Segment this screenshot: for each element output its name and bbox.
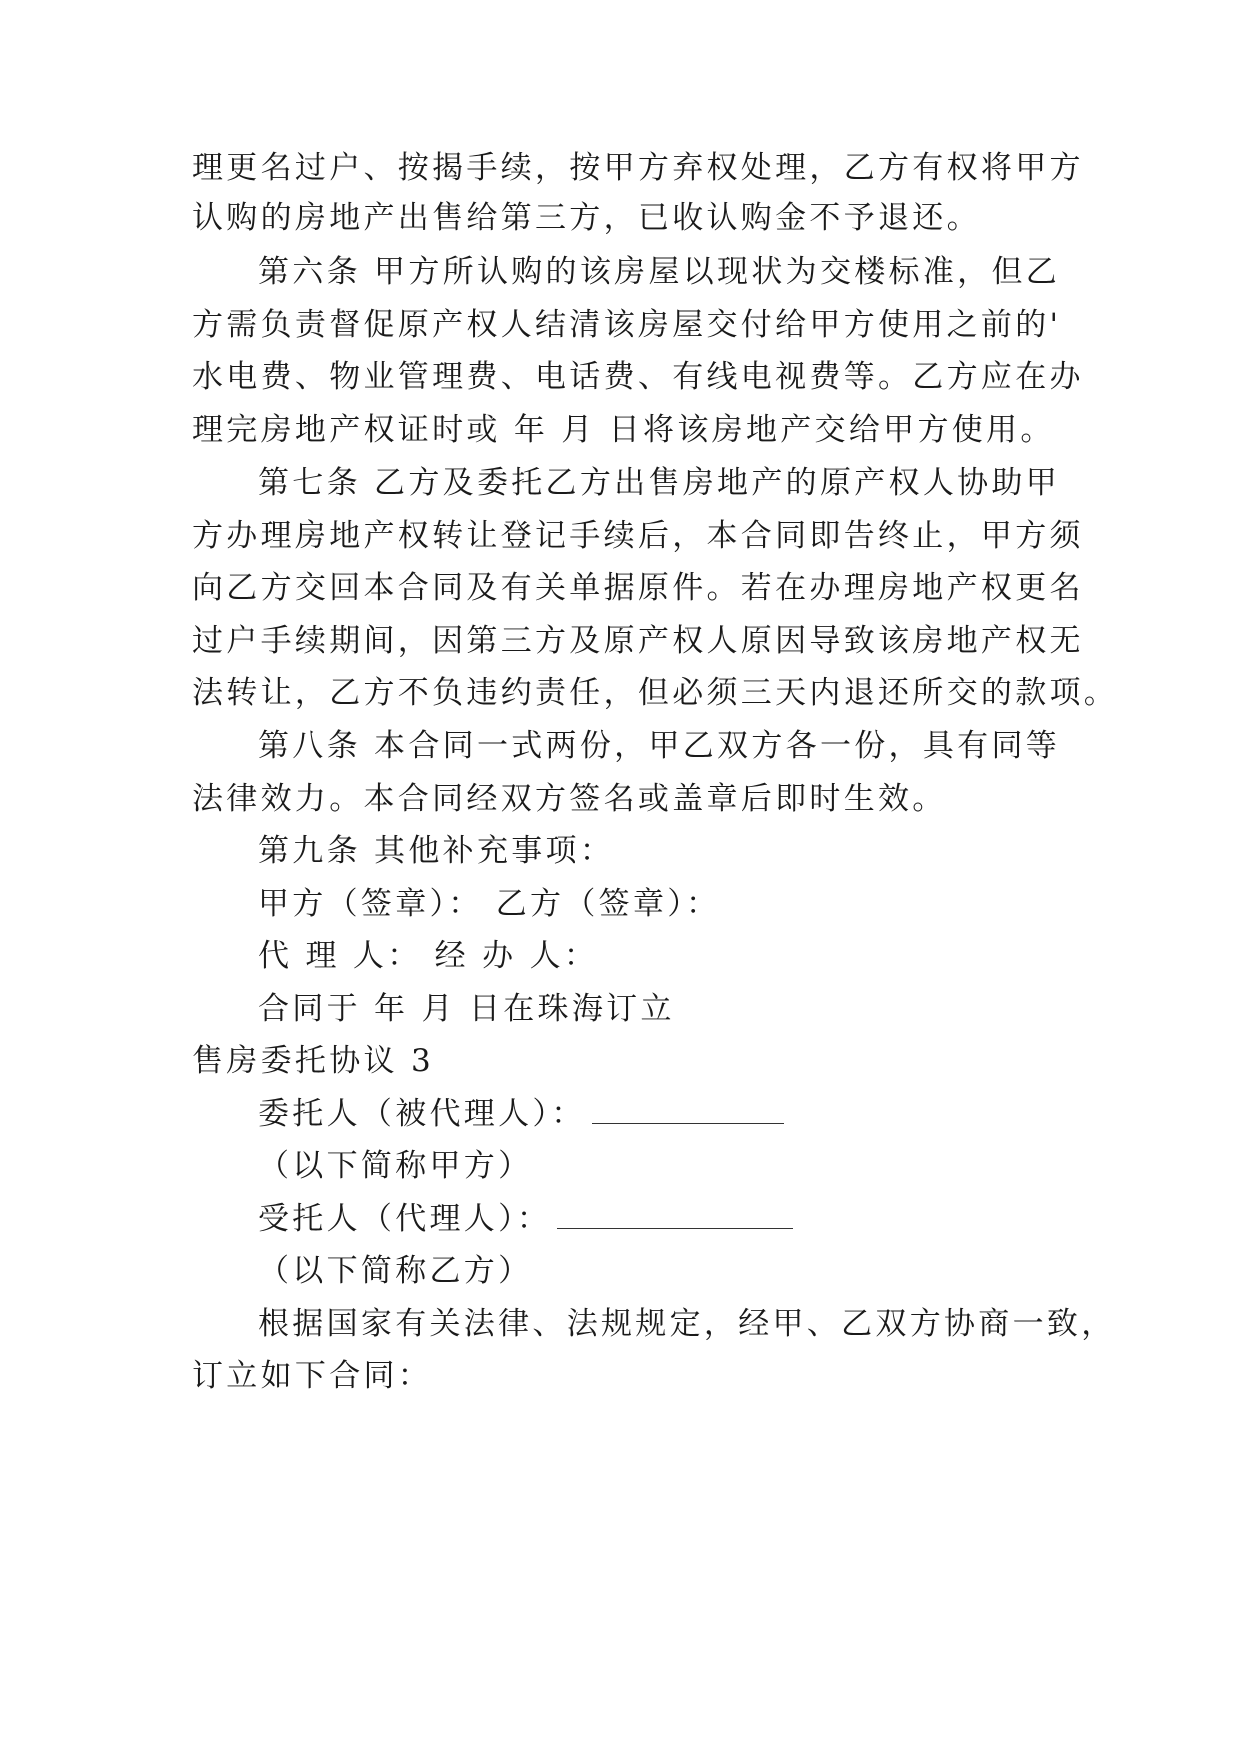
paragraph-line: 方需负责督促原产权人结清该房屋交付给甲方使用之前的' bbox=[192, 307, 1062, 343]
party-a-note: （以下简称甲方） bbox=[258, 1148, 533, 1184]
principal-label: 委托人（被代理人）： bbox=[258, 1096, 586, 1132]
paragraph-line: 向乙方交回本合同及有关单据原件。若在办理房地产权更名 bbox=[192, 570, 1084, 606]
paragraph-line: 法律效力。本合同经双方签名或盖章后即时生效。 bbox=[192, 781, 947, 817]
article-7-heading-line: 第七条 乙方及委托乙方出售房地产的原产权人协助甲 bbox=[258, 465, 1061, 501]
paragraph-line: 理完房地产权证时或 年 月 日将该房地产交给甲方使用。 bbox=[192, 412, 1055, 448]
agent-label: 受托人（代理人）： bbox=[258, 1201, 552, 1237]
paragraph-line: 订立如下合同： bbox=[192, 1358, 433, 1394]
paragraph-line: 水电费、物业管理费、电话费、有线电视费等。乙方应在办 bbox=[192, 359, 1084, 395]
article-9-line: 第九条 其他补充事项： bbox=[258, 833, 615, 869]
article-6-heading-line: 第六条 甲方所认购的该房屋以现状为交楼标准，但乙 bbox=[258, 254, 1061, 290]
agent-line: 代 理 人： 经 办 人： bbox=[258, 938, 599, 974]
paragraph-line: 认购的房地产出售给第三方，已收认购金不予退还。 bbox=[192, 200, 981, 236]
paragraph-line: 理更名过户、按揭手续，按甲方弃权处理，乙方有权将甲方 bbox=[192, 150, 1084, 186]
agent-blank[interactable] bbox=[557, 1200, 793, 1229]
paragraph-line: 根据国家有关法律、法规规定，经甲、乙双方协商一致， bbox=[258, 1306, 1116, 1342]
contract-date-line: 合同于 年 月 日在珠海订立 bbox=[258, 991, 675, 1027]
paragraph-line: 过户手续期间，因第三方及原产权人原因导致该房地产权无 bbox=[192, 623, 1084, 659]
section-title: 售房委托协议 3 bbox=[192, 1043, 434, 1079]
principal-blank[interactable] bbox=[592, 1095, 784, 1124]
paragraph-line: 方办理房地产权转让登记手续后，本合同即告终止，甲方须 bbox=[192, 518, 1084, 554]
principal-line bbox=[258, 1094, 1158, 1134]
signature-line: 甲方（签章）： 乙方（签章）： bbox=[258, 886, 721, 922]
party-b-note: （以下简称乙方） bbox=[258, 1253, 533, 1289]
paragraph-line: 法转让，乙方不负违约责任，但必须三天内退还所交的款项。 bbox=[192, 675, 1119, 711]
article-8-heading-line: 第八条 本合同一式两份，甲乙双方各一份，具有同等 bbox=[258, 728, 1061, 764]
agent-party-line bbox=[258, 1199, 1158, 1239]
